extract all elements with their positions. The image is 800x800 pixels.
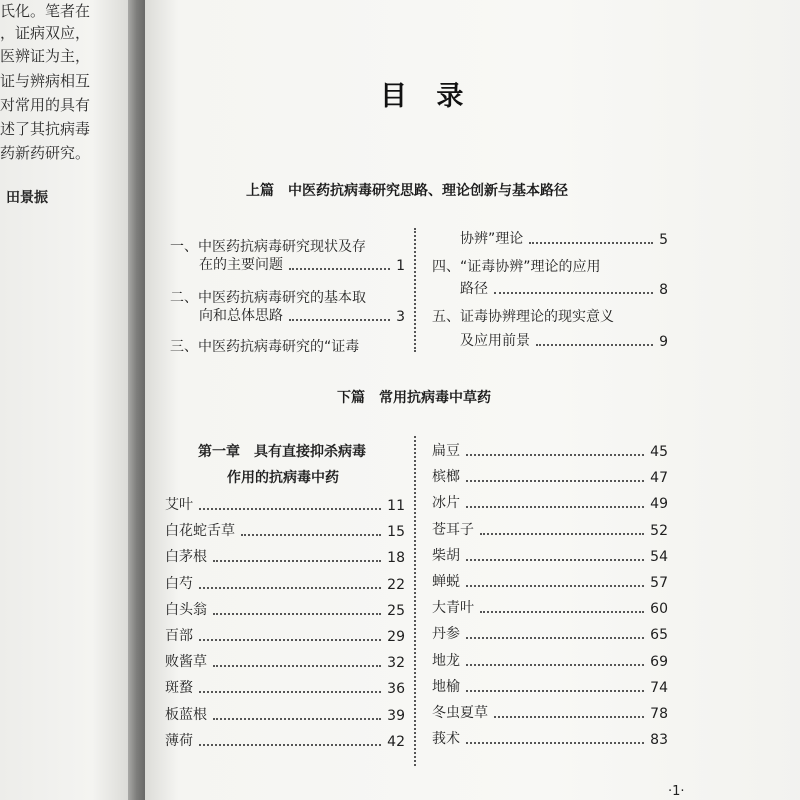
chapter-title-line2: 作用的抗病毒中药 — [227, 470, 339, 486]
page-ref: 54 — [650, 548, 668, 565]
page-title: 目 录 — [380, 81, 474, 112]
leader-dots — [466, 742, 644, 744]
page-ref: 42 — [387, 733, 405, 750]
leader-dots — [199, 508, 381, 510]
page-ref: 11 — [387, 498, 405, 514]
toc-entry-3-cont[interactable] — [460, 228, 668, 248]
toc-entry-4-line1: 四、“证毒协辨”理论的应用 — [432, 259, 601, 275]
page-ref: 25 — [387, 602, 405, 619]
toc-entry-1-line1: 一、中医药抗病毒研究现状及存 — [170, 239, 366, 255]
page-ref: 36 — [387, 681, 405, 698]
toc-entry-3-line1: 三、中医药抗病毒研究的“证毒 — [170, 339, 360, 355]
herb-name: 莪术 — [432, 731, 460, 748]
left-page-line: 证与辨病相互 — [0, 72, 91, 90]
toc-herb-entry[interactable] — [165, 546, 405, 566]
left-page-line: 氏化。笔者在 — [0, 2, 91, 20]
page-ref: 32 — [387, 655, 405, 672]
leader-dots — [289, 319, 390, 321]
page-ref: 18 — [387, 550, 405, 567]
leader-dots — [466, 480, 644, 482]
toc-entry-4[interactable] — [460, 278, 668, 298]
page-ref: 83 — [650, 732, 668, 749]
toc-herb-entry[interactable] — [432, 545, 668, 565]
leader-dots — [466, 559, 644, 561]
leader-dots — [466, 637, 644, 639]
herb-name: 大青叶 — [432, 600, 474, 617]
herb-name: 白芍 — [165, 575, 193, 592]
toc-entry-2[interactable] — [199, 305, 405, 325]
leader-dots — [466, 506, 644, 508]
author-name: 田景振 — [6, 190, 48, 206]
leader-dots — [494, 716, 644, 718]
herb-name: 斑蝥 — [165, 680, 193, 697]
toc-herb-entry[interactable] — [165, 704, 405, 724]
toc-herb-entry[interactable] — [165, 677, 405, 697]
toc-entry-label: 向和总体思路 — [199, 308, 283, 324]
herb-name: 白茅根 — [165, 549, 207, 566]
leader-dots — [199, 744, 381, 746]
leader-dots — [199, 587, 381, 589]
leader-dots — [213, 613, 381, 615]
toc-herb-entry[interactable] — [165, 625, 405, 645]
page-ref: 49 — [650, 496, 668, 513]
herb-name: 地榆 — [432, 678, 460, 695]
leader-dots — [213, 665, 381, 667]
left-page — [0, 0, 132, 800]
page-ref: 69 — [650, 653, 668, 670]
toc-entry-5-line1: 五、证毒协辨理论的现实意义 — [432, 309, 614, 325]
toc-herb-entry[interactable] — [165, 520, 405, 540]
toc-herb-entry[interactable] — [432, 728, 668, 748]
toc-herb-entry[interactable] — [432, 676, 668, 696]
left-page-line: 药新药研究。 — [0, 144, 91, 162]
page-ref: 78 — [650, 706, 668, 722]
toc-herb-entry[interactable] — [432, 519, 668, 539]
left-page-line: 对常用的具有 — [0, 96, 91, 114]
herb-name: 白花蛇舌草 — [165, 523, 235, 540]
toc-herb-entry[interactable] — [432, 597, 668, 617]
leader-dots — [213, 718, 381, 720]
page-ref: 15 — [387, 524, 405, 541]
herb-name: 丹参 — [432, 626, 460, 643]
herb-name: 冬虫夏草 — [432, 705, 488, 721]
page-ref: 8 — [659, 282, 668, 298]
leader-dots — [536, 344, 653, 346]
column-divider — [414, 436, 416, 766]
leader-dots — [466, 454, 644, 456]
leader-dots — [241, 534, 381, 536]
herb-name: 败酱草 — [165, 654, 207, 671]
leader-dots — [289, 268, 390, 270]
leader-dots — [529, 242, 653, 244]
toc-herb-entry[interactable] — [432, 492, 668, 512]
toc-herb-entry[interactable] — [432, 623, 668, 643]
herb-name: 蝉蜕 — [432, 574, 460, 590]
page-ref: 57 — [650, 575, 668, 591]
toc-entry-2-line1: 二、中医药抗病毒研究的基本取 — [170, 290, 366, 306]
leader-dots — [466, 690, 644, 692]
page-ref: 5 — [659, 232, 668, 248]
page-ref: 74 — [650, 679, 668, 696]
herb-name: 槟榔 — [432, 469, 460, 486]
toc-herb-entry[interactable] — [165, 573, 405, 593]
page-ref: 60 — [650, 601, 668, 618]
herb-name: 地龙 — [432, 652, 460, 669]
page-ref: 52 — [650, 522, 668, 539]
left-page-line: 医辨证为主， — [0, 47, 91, 65]
leader-dots — [480, 533, 644, 535]
toc-herb-entry[interactable] — [432, 650, 668, 670]
herb-name: 冰片 — [432, 495, 460, 512]
herb-name: 艾叶 — [165, 497, 193, 513]
part1-heading: 上篇 中医药抗病毒研究思路、理论创新与基本路径 — [246, 183, 568, 199]
leader-dots — [466, 664, 644, 666]
part2-heading: 下篇 常用抗病毒中草药 — [337, 390, 491, 406]
herb-name: 扁豆 — [432, 443, 460, 459]
toc-herb-entry[interactable] — [432, 571, 668, 591]
toc-herb-entry[interactable] — [432, 702, 668, 722]
leader-dots — [494, 292, 653, 294]
page-ref: 65 — [650, 627, 668, 644]
toc-herb-entry[interactable] — [165, 651, 405, 671]
page-ref: 47 — [650, 470, 668, 487]
page-ref: 45 — [650, 444, 668, 460]
toc-entry-5[interactable] — [460, 330, 668, 350]
leader-dots — [199, 691, 381, 693]
toc-entry-label: 协辨”理论 — [460, 231, 524, 247]
page-ref: 1 — [396, 258, 405, 274]
herb-name: 柴胡 — [432, 547, 460, 564]
leader-dots — [199, 639, 381, 641]
toc-herb-entry[interactable] — [432, 440, 668, 460]
herb-name: 板蓝根 — [165, 706, 207, 723]
page-ref: 22 — [387, 576, 405, 593]
page-number: ·1· — [668, 784, 685, 799]
left-page-line: 述了其抗病毒 — [0, 120, 91, 138]
toc-entry-label: 及应用前景 — [460, 333, 530, 349]
toc-herb-entry[interactable] — [432, 466, 668, 486]
leader-dots — [213, 560, 381, 562]
toc-entry-1[interactable] — [199, 254, 405, 274]
herb-name: 苍耳子 — [432, 521, 474, 538]
page-ref: 29 — [387, 629, 405, 645]
toc-entry-label: 在的主要问题 — [199, 257, 283, 273]
column-divider — [414, 228, 416, 352]
toc-herb-entry[interactable] — [165, 730, 405, 750]
left-page-line: ，证病双应， — [0, 24, 91, 42]
leader-dots — [480, 611, 644, 613]
leader-dots — [466, 585, 644, 587]
page-ref: 9 — [659, 334, 668, 350]
toc-entry-label: 路径 — [460, 281, 488, 297]
toc-herb-entry[interactable] — [165, 599, 405, 619]
herb-name: 白头翁 — [165, 601, 207, 618]
page-ref: 39 — [387, 707, 405, 724]
herb-name: 薄荷 — [165, 732, 193, 749]
chapter-title-line1: 第一章 具有直接抑杀病毒 — [198, 444, 366, 460]
toc-herb-entry[interactable] — [165, 494, 405, 514]
herb-name: 百部 — [165, 628, 193, 644]
page-ref: 3 — [396, 309, 405, 325]
